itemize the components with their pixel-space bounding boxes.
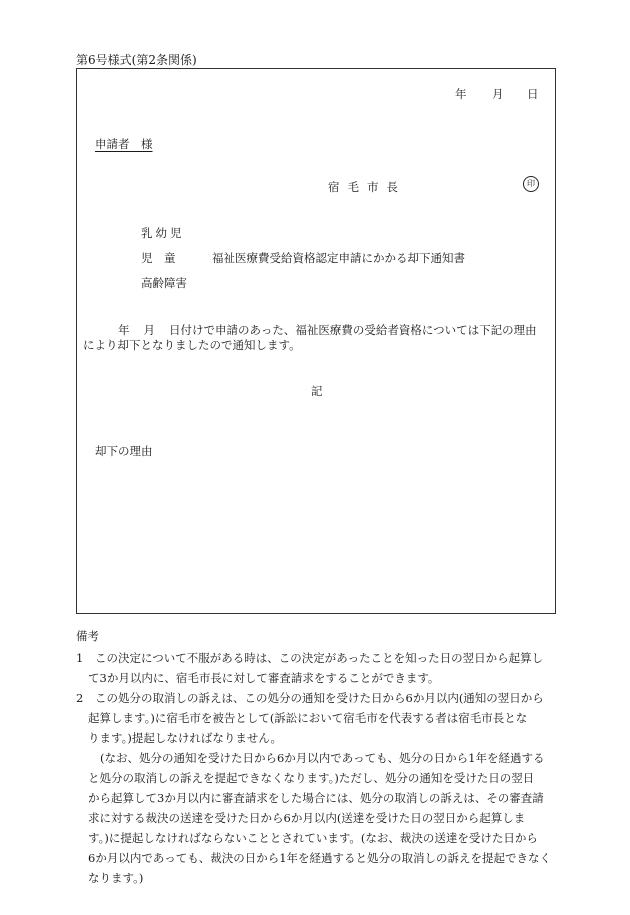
note-number: 2 bbox=[76, 691, 84, 705]
note-item bbox=[76, 688, 556, 748]
addressee: 申請者 様 bbox=[95, 137, 153, 151]
form-id: 第6号様式(第2条関係) bbox=[76, 53, 197, 67]
date-month: 月 bbox=[492, 87, 504, 101]
note-number: 1 bbox=[76, 651, 84, 665]
body-year: 年 bbox=[118, 323, 130, 337]
body-line-1 bbox=[118, 322, 537, 338]
ki-heading: 記 bbox=[311, 384, 323, 398]
category-elderly-disabled: 高齢障害 bbox=[141, 276, 187, 290]
category-infant: 乳幼児 bbox=[141, 226, 185, 240]
note-line: 6か月以内であっても、裁決の日から1年を経過すると処分の取消しの訴えを提起できなく bbox=[88, 851, 552, 865]
note-line: なります。) bbox=[88, 871, 144, 885]
note-line: から起算して3か月以内に審査請求をした場合には、処分の取消しの訴えは、その審査請 bbox=[88, 791, 544, 805]
note-line: 求に対する裁決の送達を受けた日から6か月以内(送達を受けた日の翌日から起算しま bbox=[88, 811, 526, 825]
date-year: 年 bbox=[455, 87, 467, 101]
note-line: と処分の取消しの訴えを提起できなくなります。)ただし、処分の通知を受けた日の翌日 bbox=[88, 771, 535, 785]
note-line: 起算します。)に宿毛市を被告として(訴訟において宿毛市を代表する者は宿毛市長とな bbox=[88, 711, 528, 725]
note-line: (なお、処分の通知を受けた日から6か月以内であっても、処分の日から1年を経過する bbox=[100, 751, 545, 765]
notes-heading: 備考 bbox=[76, 629, 99, 643]
category-child: 児 童 bbox=[141, 251, 176, 265]
body-month: 月 bbox=[143, 323, 155, 337]
notes-section bbox=[76, 626, 556, 888]
reason-label: 却下の理由 bbox=[95, 444, 153, 458]
document-subject: 福祉医療費受給資格認定申請にかかる却下通知書 bbox=[212, 251, 465, 265]
body-line-2: により却下となりましたので通知します。 bbox=[83, 338, 301, 352]
issuer: 宿毛市長 bbox=[328, 180, 406, 194]
date-day: 日 bbox=[527, 87, 539, 101]
note-line: この処分の取消しの訴えは、この処分の通知を受けた日から6か月以内(通知の翌日から bbox=[95, 691, 544, 705]
note-supplement bbox=[76, 748, 556, 888]
note-line: て3か月以内に、宿毛市長に対して審査請求をすることができます。 bbox=[88, 671, 440, 685]
note-line: この決定について不服がある時は、この決定があったことを知った日の翌日から起算し bbox=[95, 651, 544, 665]
seal-icon: 印 bbox=[523, 176, 539, 192]
note-line: す。)に提起しなければならないこととされています。(なお、裁決の送達を受けた日から bbox=[88, 831, 538, 845]
note-item bbox=[76, 648, 556, 688]
body-line-1-text: 日付けで申請のあった、福祉医療費の受給者資格については下記の理由 bbox=[169, 323, 537, 337]
note-line: ります。)提起しなければなりません。 bbox=[88, 731, 283, 745]
